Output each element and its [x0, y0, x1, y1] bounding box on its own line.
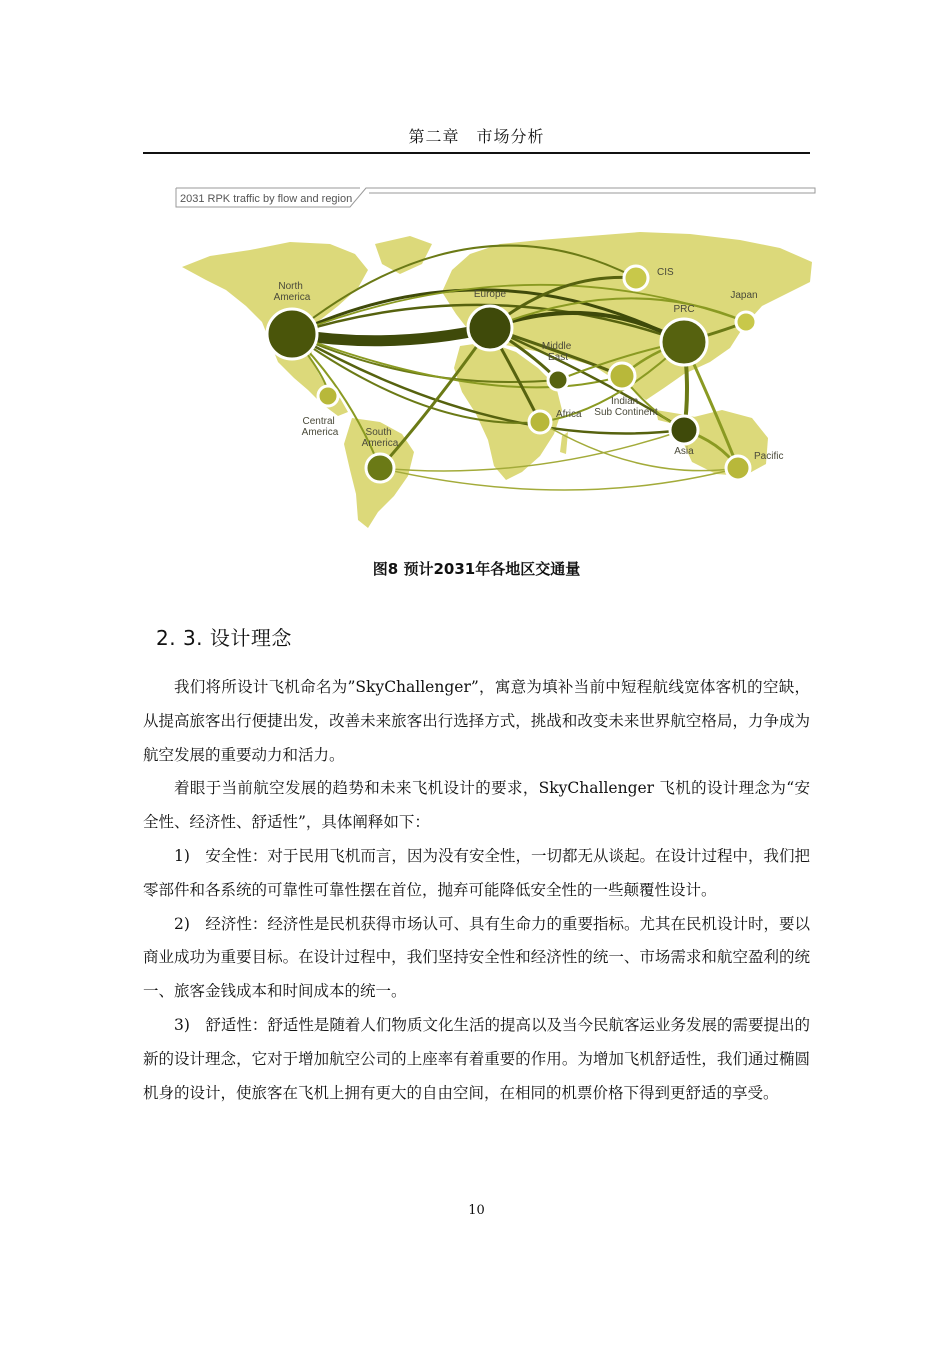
page-number: 10 — [468, 1203, 485, 1218]
south-america-node — [366, 454, 394, 482]
cis-label: CIS — [657, 267, 674, 278]
prc-node — [661, 319, 707, 365]
paragraph: 3) 舒适性：舒适性是随着人们物质文化生活的提高以及当今民航客运业务发展的需要提出的新的设计理念，它对于增加航空公司的上座率有着重要的作用。为增加飞机舒适性，我们通过椭圆机身的设计，使旅客在飞机上拥有更大的自由空间，在相同的机票价格下得到更舒适的享受。 — [143, 1015, 810, 1102]
middle-east-node — [548, 370, 568, 390]
asia-node — [670, 416, 698, 444]
figure-caption: 图8 预计2031年各地区交通量 — [372, 560, 581, 578]
world-traffic-map — [170, 182, 820, 537]
japan-label: Japan — [730, 290, 758, 301]
pacific-label: Pacific — [754, 451, 784, 462]
pacific-node — [726, 456, 750, 480]
north-america-node — [267, 309, 317, 359]
north-america-label: North America — [273, 281, 311, 303]
paragraph: 着眼于当前航空发展的趋势和未来飞机设计的要求，SkyChallenger 飞机的设计理念为“安全性、经济性、舒适性”，具体阐释如下： — [143, 779, 810, 832]
cis-node — [624, 266, 648, 290]
traffic-map-figure — [170, 182, 820, 537]
asia-label: Asia — [674, 446, 694, 457]
indian-sub-continent-node — [609, 363, 635, 389]
japan-node — [736, 312, 756, 332]
middle-east-label: Middle East — [541, 341, 572, 363]
central-america-node — [318, 386, 338, 406]
map-title: 2031 RPK traffic by flow and region — [180, 193, 353, 205]
section-heading: 2. 3. 设计理念 — [156, 626, 292, 650]
south-america-label: South America — [361, 427, 399, 449]
central-america-label: Central America — [301, 416, 339, 438]
body-text — [143, 671, 810, 1110]
africa-label: Africa — [556, 409, 582, 420]
map-title-box — [176, 188, 815, 207]
paragraph: 1) 安全性：对于民用飞机而言，因为没有安全性，一切都无从谈起。在设计过程中，我们把零部件和各系统的可靠性可靠性摆在首位，抛弃可能降低安全性的一些颠覆性设计。 — [143, 846, 810, 899]
chapter-title: 第二章 市场分析 — [408, 127, 545, 146]
africa-node — [529, 411, 551, 433]
page-header — [143, 124, 810, 154]
prc-label: PRC — [673, 304, 695, 315]
paragraph: 我们将所设计飞机命名为”SkyChallenger”，寓意为填补当前中短程航线宽体客机的空缺，从提高旅客出行便捷出发，改善未来旅客出行选择方式，挑战和改变未来世界航空格局，力争成为航空发展的重要动力和活力。 — [143, 678, 810, 764]
continents — [182, 232, 812, 528]
europe-label: Europe — [473, 289, 507, 300]
europe-node — [468, 306, 512, 350]
paragraph: 2) 经济性：经济性是民机获得市场认可、具有生命力的重要指标。尤其在民机设计时，要以商业成功为重要目标。在设计过程中，我们坚持安全性和经济性的统一、市场需求和航空盈利的统一、旅客金钱成本和时间成本的统一。 — [143, 914, 810, 1001]
greenland-land — [375, 236, 432, 274]
indian-sub-continent-label: Indian Sub Continent — [594, 396, 658, 418]
